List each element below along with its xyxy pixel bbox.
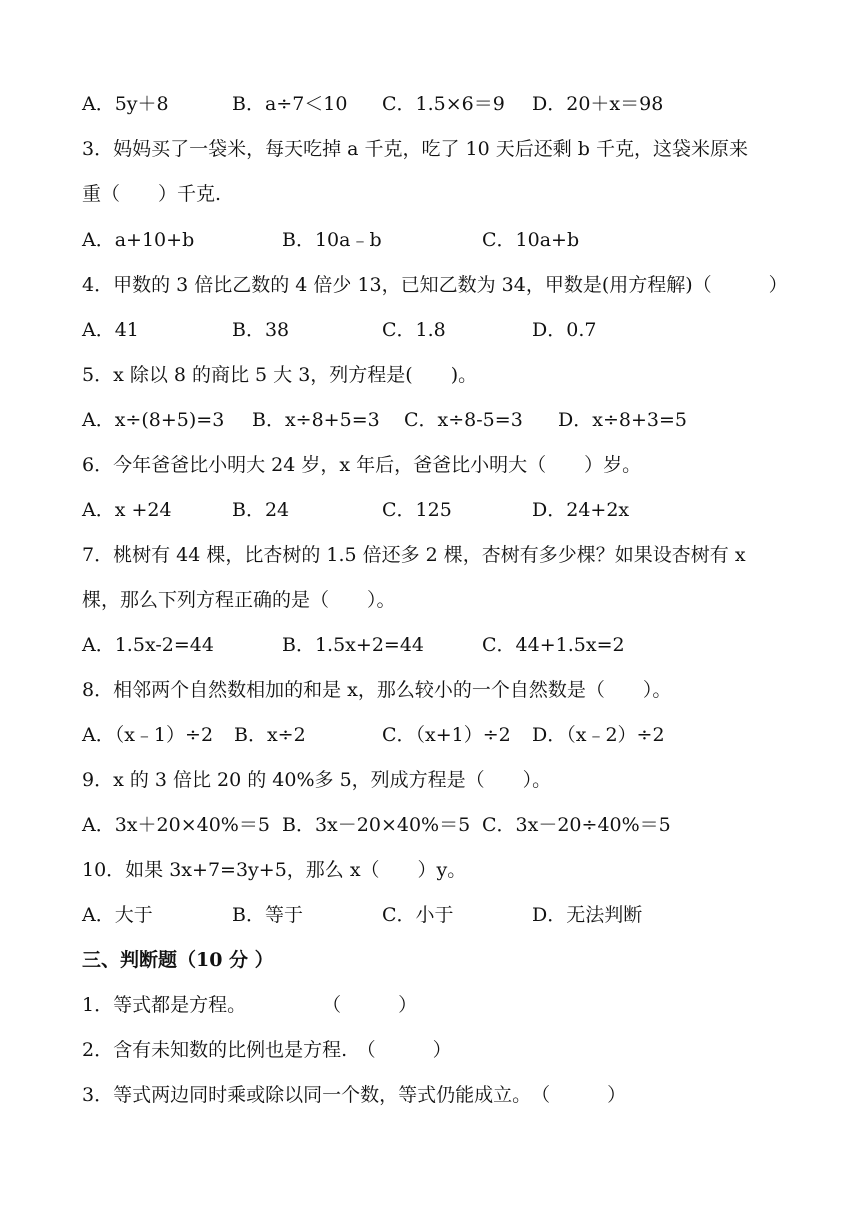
option-a: A．41 <box>82 319 139 341</box>
q10-options <box>82 903 802 927</box>
option-b: B．等于 <box>232 904 303 926</box>
option-c: C．1.8 <box>382 319 446 341</box>
question-8-text: 8．相邻两个自然数相加的和是 x，那么较小的一个自然数是（ ）。 <box>82 679 672 701</box>
option-b: B．24 <box>232 499 290 521</box>
q5-options <box>82 408 802 432</box>
option-d: D．（x﹣2）÷2 <box>532 724 665 746</box>
q8-options <box>82 723 802 747</box>
judgment-3: 3．等式两边同时乘或除以同一个数，等式仍能成立。 （ ） <box>82 1084 627 1106</box>
option-c: C．小于 <box>382 904 454 926</box>
option-c: C．x÷8-5=3 <box>404 409 523 431</box>
question-9-text: 9．x 的 3 倍比 20 的 40%多 5，列成方程是（ ）。 <box>82 769 552 791</box>
question-4-text: 4．甲数的 3 倍比乙数的 4 倍少 13，已知乙数为 34，甲数是(用方程解)（ ） <box>82 274 788 296</box>
judgment-2: 2．含有未知数的比例也是方程. （ ） <box>82 1039 452 1061</box>
q2-options <box>82 92 802 116</box>
option-b: B．38 <box>232 319 290 341</box>
option-c: C．125 <box>382 499 452 521</box>
option-c: C．（x+1）÷2 <box>382 724 511 746</box>
option-b: B．3x－20×40%＝5 <box>282 814 471 836</box>
option-c: C．1.5×6＝9 <box>382 93 505 115</box>
option-d: D．0.7 <box>532 319 597 341</box>
option-a: A．大于 <box>82 904 153 926</box>
option-d: D．24+2x <box>532 499 630 521</box>
question-3-text: 3．妈妈买了一袋米，每天吃掉 a 千克，吃了 10 天后还剩 b 千克，这袋米原来 <box>82 138 748 160</box>
q3-options <box>82 228 802 252</box>
option-b: B．1.5x+2=44 <box>282 634 424 656</box>
option-c: C．10a+b <box>482 229 580 251</box>
option-d: D．20＋x＝98 <box>532 93 664 115</box>
option-a: A．a+10+b <box>82 229 195 251</box>
option-c: C．44+1.5x=2 <box>482 634 625 656</box>
question-3-text-cont: 重（ ）千克. <box>82 183 222 205</box>
option-b: B．x÷2 <box>234 724 306 746</box>
option-a: A．（x﹣1）÷2 <box>82 724 214 746</box>
option-a: A．5y＋8 <box>82 93 169 115</box>
option-d: D．无法判断 <box>532 904 643 926</box>
option-d: D．x÷8+3=5 <box>558 409 687 431</box>
option-b: B．10a﹣b <box>282 229 382 251</box>
option-a: A．1.5x-2=44 <box>82 634 214 656</box>
q9-options <box>82 813 802 837</box>
section-3-title: 三、判断题（10 分 ） <box>82 949 274 971</box>
option-a: A．x +24 <box>82 499 172 521</box>
option-a: A．3x＋20×40%＝5 <box>82 814 270 836</box>
option-b: B．x÷8+5=3 <box>252 409 380 431</box>
option-c: C．3x－20÷40%＝5 <box>482 814 671 836</box>
question-6-text: 6．今年爸爸比小明大 24 岁，x 年后，爸爸比小明大（ ）岁。 <box>82 454 642 476</box>
question-7-text: 7．桃树有 44 棵，比杏树的 1.5 倍还多 2 棵，杏树有多少棵？如果设杏树有 x <box>82 544 746 566</box>
question-10-text: 10．如果 3x+7=3y+5，那么 x（ ）y。 <box>82 859 467 881</box>
question-7-text-cont: 棵，那么下列方程正确的是（ ）。 <box>82 589 396 611</box>
q7-options <box>82 633 802 657</box>
option-b: B．a÷7＜10 <box>232 93 348 115</box>
q4-options <box>82 318 802 342</box>
question-5-text: 5．x 除以 8 的商比 5 大 3，列方程是( )。 <box>82 364 478 386</box>
q6-options <box>82 498 802 522</box>
option-a: A．x÷(8+5)=3 <box>82 409 225 431</box>
judgment-1: 1．等式都是方程。 （ ） <box>82 994 418 1016</box>
